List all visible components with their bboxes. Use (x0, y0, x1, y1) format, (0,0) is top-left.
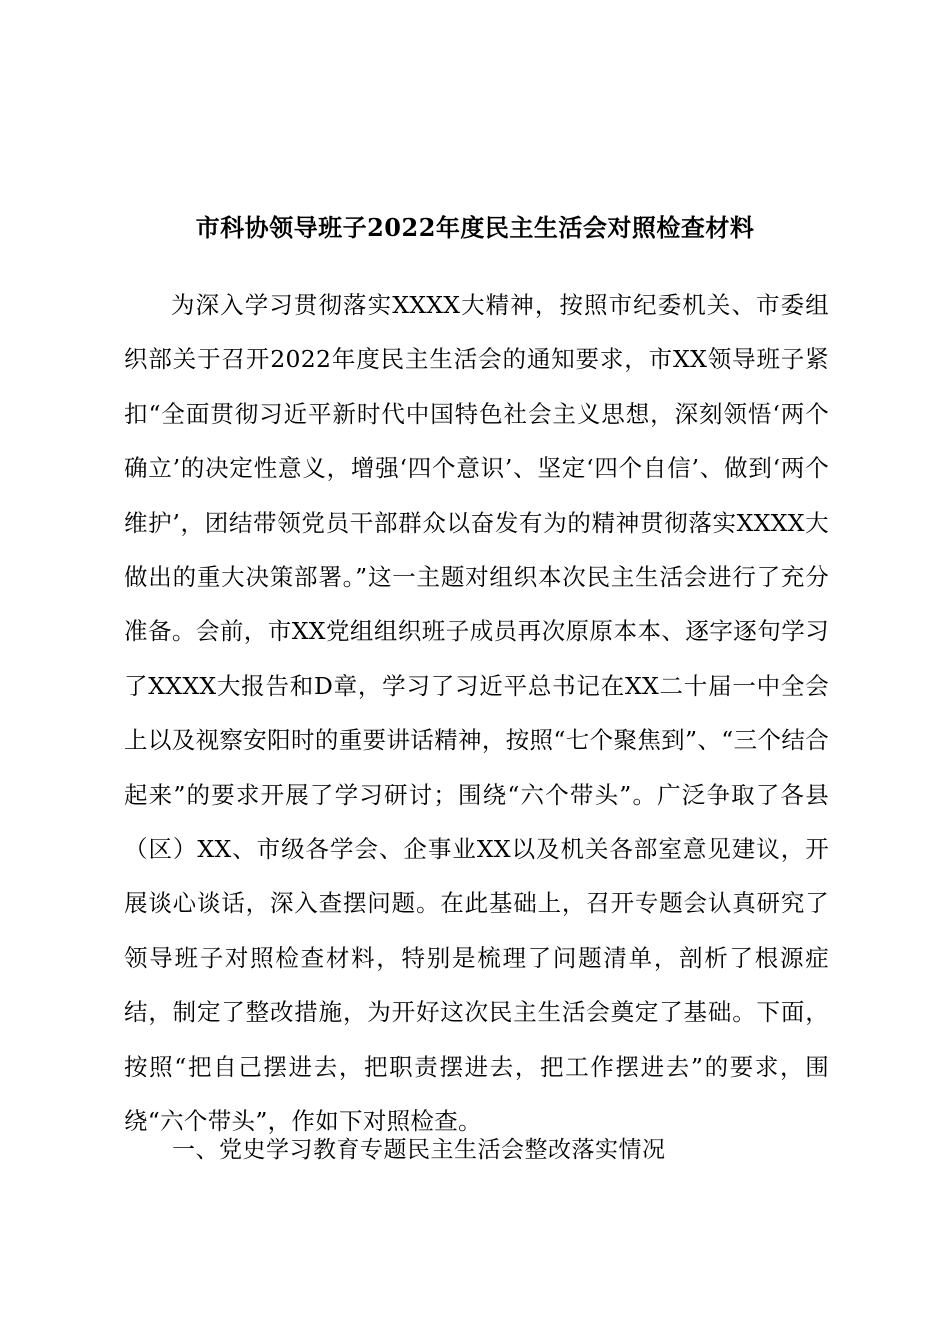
section-heading-1: 一、党史学习教育专题民主生活会整改落实情况 (172, 1137, 666, 1163)
document-title: 市科协领导班子2022年度民主生活会对照检查材料 (195, 213, 755, 242)
intro-paragraph: 为深入学习贯彻落实XXXX大精神，按照市纪委机关、市委组织部关于召开2022年度民主生活会的通知要求，市XX领导班子紧扣“全面贯彻习近平新时代中国特色社会主义思想，深刻领悟‘两个确立’的决定性意义，增强‘四个意识’、坚定‘四个自信’、做到‘两个维护’，团结带领党员干部群众以奋发有为的精神贯彻落实XXXX大做出的重大决策部署。”这一主题对组织本次民主生活会进行了充分准备。会前，市XX党组组织班子成员再次原原本本、逐字逐句学习了XXXX大报告和D章，学习了习近平总书记在XX二十届一中全会上以及视察安阳时的重要讲话精神，按照“七个聚焦到”、“三个结合起来”的要求开展了学习研讨；围绕“六个带头”。广泛争取了各县（区）XX、市级各学会、企事业XX以及机关各部室意见建议，开展谈心谈话，深入查摆问题。在此基础上，召开专题会认真研究了领导班子对照检查材料，特别是梳理了问题清单，剖析了根源症结，制定了整改措施，为开好这次民主生活会奠定了基础。下面，按照“把自己摆进去，把职责摆进去，把工作摆进去”的要求，围绕“六个带头”，作如下对照检查。 (124, 291, 829, 1136)
